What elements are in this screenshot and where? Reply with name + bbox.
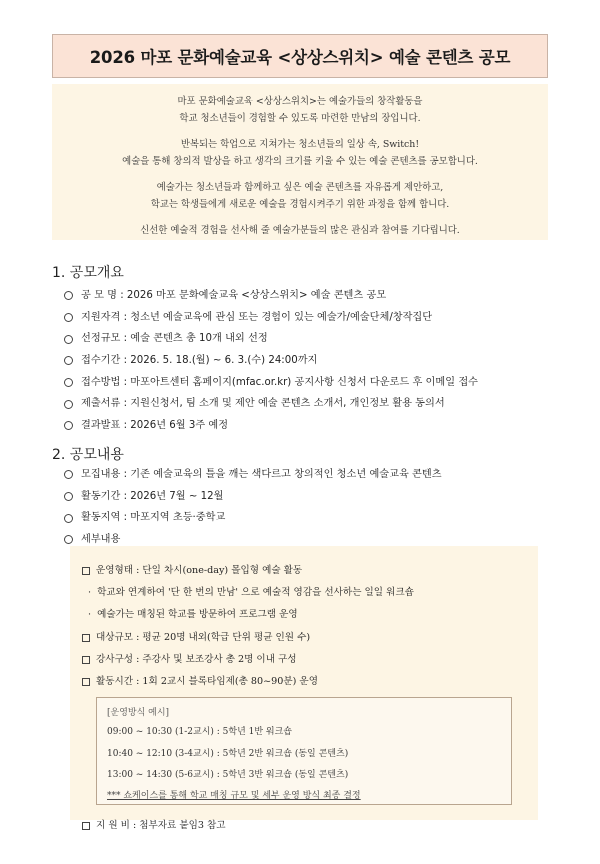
intro-line: 반복되는 학업으로 지쳐가는 청소년들의 일상 속, Switch! — [180, 139, 420, 150]
circle-bullet-icon — [64, 356, 73, 365]
list-item-text: 공 모 명 : 2026 마포 문화예술교육 <상상스위치> 예술 콘텐츠 공모 — [81, 290, 387, 301]
list-item — [64, 486, 564, 508]
intro-line: 예술가는 청소년들과 함께하고 싶은 예술 콘텐츠를 자유롭게 제안하고, — [156, 182, 444, 193]
list-item — [64, 372, 564, 394]
detail-instructors: 강사구성 : 주강사 및 보조강사 총 2명 이내 구성 — [96, 653, 297, 665]
intro-line: 학교 청소년들이 경험할 수 있도록 마련한 만남의 장입니다. — [179, 112, 421, 124]
list-item — [64, 328, 564, 350]
detail-row — [82, 815, 538, 837]
detail-support: 지 원 비 : 첨부자료 붙임3 참고 — [96, 820, 226, 832]
circle-bullet-icon — [64, 535, 73, 544]
detail-target: 대상규모 : 평균 20명 내외(학급 단위 평균 인원 수) — [96, 631, 311, 643]
intro-line: 학교는 학생들에게 새로운 예술을 경험시켜주기 위한 과정을 함께 합니다. — [150, 198, 450, 210]
example-note: *** 쇼케이스를 통해 학교 매칭 규모 및 세부 운영 방식 최종 결정 — [107, 790, 361, 801]
square-bullet-icon — [82, 822, 90, 830]
detail-box — [70, 546, 538, 832]
circle-bullet-icon — [64, 492, 73, 501]
detail-row — [82, 560, 538, 582]
intro-line: 예술을 통해 창의적 발상을 하고 생각의 크기를 키울 수 있는 예술 콘텐츠를 공모합니다. — [122, 155, 478, 167]
title-banner — [52, 34, 548, 78]
dot-bullet-icon: · — [88, 587, 92, 599]
section-heading-overview: 1. 공모개요 — [52, 265, 124, 281]
list-item-text: 접수기간 : 2026. 5. 18.(월) ~ 6. 3.(수) 24:00까지 — [81, 355, 318, 367]
list-item-text: 결과발표 : 2026년 6월 3주 예정 — [81, 420, 229, 432]
detail-sub-row — [82, 604, 538, 626]
circle-bullet-icon — [64, 378, 73, 387]
list-item — [64, 307, 564, 329]
list-item — [64, 464, 564, 486]
list-item-text: 모집내용 : 기존 예술교육의 틀을 깨는 색다르고 창의적인 청소년 예술교육 콘텐츠 — [81, 469, 442, 480]
list-item-text: 선정규모 : 예술 콘텐츠 총 10개 내외 선정 — [81, 333, 268, 345]
intro-box — [52, 84, 548, 240]
intro-line: 신선한 예술적 경험을 선사해 줄 예술가분들의 많은 관심과 참여를 기다립니다. — [140, 225, 460, 236]
detail-operation: 운영형태 : 단일 차시(one-day) 몰입형 예술 활동 — [96, 565, 303, 576]
list-item-text: 활동지역 : 마포지역 초등·중학교 — [81, 512, 226, 524]
section-heading-content: 2. 공모내용 — [52, 447, 124, 463]
example-row: 13:00 ~ 14:30 (5-6교시) : 5학년 3반 워크숍 (동일 콘텐츠) — [107, 770, 349, 781]
detail-row — [82, 649, 538, 671]
list-item-text: 활동기간 : 2026년 7월 ~ 12월 — [81, 490, 224, 502]
page-title: 2026 마포 문화예술교육 <상상스위치> 예술 콘텐츠 공모 — [89, 48, 511, 67]
list-item-text: 접수방법 : 마포아트센터 홈페이지(mfac.or.kr) 공지사항 신청서 다운로드 후 이메일 접수 — [81, 376, 479, 388]
detail-time: 활동시간 : 1회 2교시 블록타임제(총 80~90분) 운영 — [96, 675, 318, 687]
list-item — [64, 393, 564, 415]
circle-bullet-icon — [64, 421, 73, 430]
detail-sub-row — [82, 582, 538, 604]
list-item — [64, 350, 564, 372]
list-item-text: 지원자격 : 청소년 예술교육에 관심 또는 경험이 있는 예술가/예술단체/창작집단 — [81, 311, 433, 323]
list-item — [64, 285, 564, 307]
circle-bullet-icon — [64, 335, 73, 344]
content-list — [64, 464, 564, 551]
intro-paragraph — [52, 94, 548, 127]
dot-bullet-icon: · — [88, 609, 92, 621]
intro-paragraph — [52, 223, 548, 240]
circle-bullet-icon — [64, 470, 73, 479]
detail-sub-text: 예술가는 매칭된 학교를 방문하여 프로그램 운영 — [97, 609, 298, 621]
detail-sub-text: 학교와 연계하여 '단 한 번의 만남' 으로 예술적 영감을 선사하는 일일 워크숍 — [97, 587, 414, 599]
overview-list — [64, 285, 564, 437]
example-schedule-box — [96, 697, 512, 805]
example-heading: [운영방식 예시] — [107, 708, 170, 719]
circle-bullet-icon — [64, 514, 73, 523]
square-bullet-icon — [82, 567, 90, 575]
list-item-text: 제출서류 : 지원신청서, 팀 소개 및 제안 예술 콘텐츠 소개서, 개인정보 활용 동의서 — [81, 398, 445, 410]
example-row: 10:40 ~ 12:10 (3-4교시) : 5학년 2반 워크숍 (동일 콘텐츠) — [107, 748, 349, 759]
detail-row — [82, 627, 538, 649]
intro-paragraph — [52, 180, 548, 213]
square-bullet-icon — [82, 656, 90, 664]
list-item-text: 세부내용 — [81, 534, 121, 546]
list-item — [64, 415, 564, 437]
example-row: 09:00 ~ 10:30 (1-2교시) : 5학년 1반 워크숍 — [107, 727, 292, 738]
square-bullet-icon — [82, 678, 90, 686]
list-item — [64, 507, 564, 529]
detail-row — [82, 671, 538, 693]
circle-bullet-icon — [64, 400, 73, 409]
circle-bullet-icon — [64, 291, 73, 300]
circle-bullet-icon — [64, 313, 73, 322]
intro-paragraph — [52, 137, 548, 170]
intro-line: 마포 문화예술교육 <상상스위치>는 예술가들의 창작활동을 — [177, 96, 423, 107]
square-bullet-icon — [82, 634, 90, 642]
